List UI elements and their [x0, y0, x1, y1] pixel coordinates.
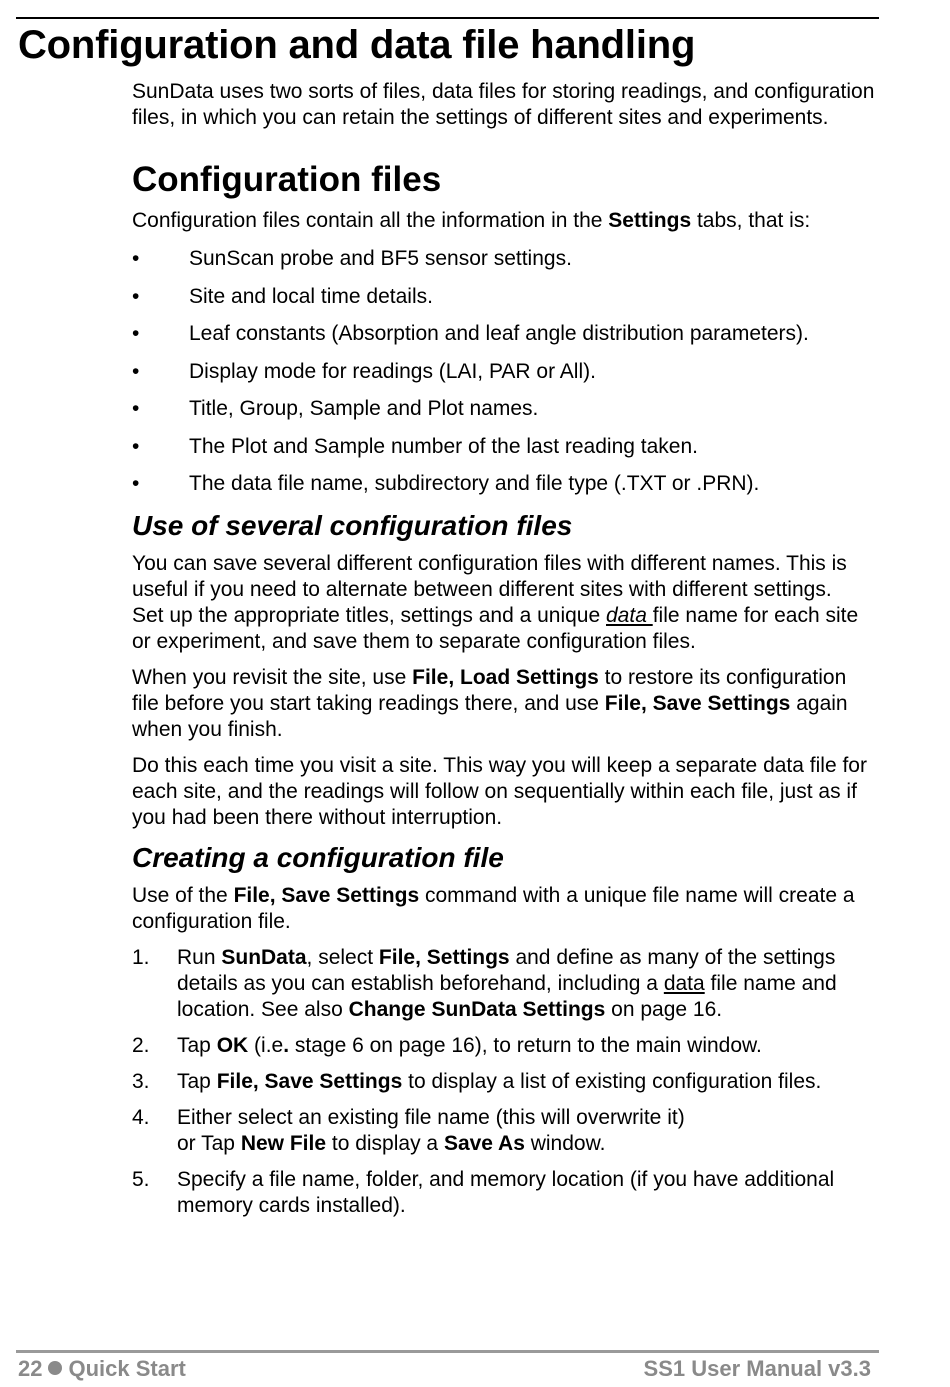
list-item: • Leaf constants (Absorption and leaf angle distribution parameters). — [132, 321, 877, 347]
intro-paragraph: SunData uses two sorts of files, data files for storing readings, and configuration files, in which you can retain the settings of different sites and experiments. — [132, 80, 875, 129]
footer-manual-title: SS1 User Manual v3.3 — [643, 1356, 871, 1381]
footer-section: Quick Start — [68, 1356, 186, 1381]
step-item: 4. Either select an existing file name (this will overwrite it) or Tap New File to display a Save As window. — [132, 1105, 685, 1155]
page-number: 22 — [18, 1356, 43, 1381]
config-contents-list — [132, 246, 877, 497]
step-item: 1. Run SunData, select File, Settings and define as many of the settings details as you can establish beforehand, including a data file name and location. See also Change SunData Settings on page 16. — [132, 945, 837, 1021]
several-paragraph-1b: Set up the appropriate titles, settings and a unique data file name for each site or experiment, and save them to separate configuration files. — [132, 603, 859, 653]
top-rule — [16, 17, 879, 19]
page-content — [132, 79, 877, 1229]
step-item: 5. Specify a file name, folder, and memory location (if you have additional memory cards installed). — [132, 1167, 835, 1217]
footer-rule — [16, 1350, 879, 1353]
steps-list — [132, 945, 877, 1219]
several-paragraph-3: Do this each time you visit a site. This way you will keep a separate data file for each site, and the readings will follow on sequentially within each file, just as if you had been there without interruption. — [132, 753, 867, 829]
list-item: • Display mode for readings (LAI, PAR or All). — [132, 359, 877, 385]
creating-lead: Use of the File, Save Settings command with a unique file name will create a configuration file. — [132, 883, 855, 933]
footer-left — [18, 1355, 186, 1383]
config-files-heading: Configuration files — [132, 160, 442, 199]
bullet-dot-icon — [48, 1361, 62, 1375]
list-item: • The data file name, subdirectory and file type (.TXT or .PRN). — [132, 471, 877, 497]
list-item: • Title, Group, Sample and Plot names. — [132, 396, 877, 422]
creating-config-heading: Creating a configuration file — [132, 841, 504, 873]
several-paragraph-1a: You can save several different configuration files with different names. This is useful if you need to alternate between different sites with different settings. — [132, 551, 847, 601]
step-item: 2. Tap OK (i.e. stage 6 on page 16), to return to the main window. — [132, 1033, 762, 1057]
several-paragraph-2: When you revisit the site, use File, Load Settings to restore its configuration file before you start taking readings there, and use File, Save Settings again when you finish. — [132, 665, 848, 741]
config-files-lead: Configuration files contain all the information in the Settings tabs, that is: — [132, 209, 811, 232]
several-configs-heading: Use of several configuration files — [132, 509, 573, 541]
page-title: Configuration and data file handling — [18, 23, 696, 67]
list-item: • SunScan probe and BF5 sensor settings. — [132, 246, 877, 272]
step-item: 3. Tap File, Save Settings to display a list of existing configuration files. — [132, 1069, 822, 1093]
list-item: • The Plot and Sample number of the last reading taken. — [132, 434, 877, 460]
list-item: • Site and local time details. — [132, 284, 877, 310]
